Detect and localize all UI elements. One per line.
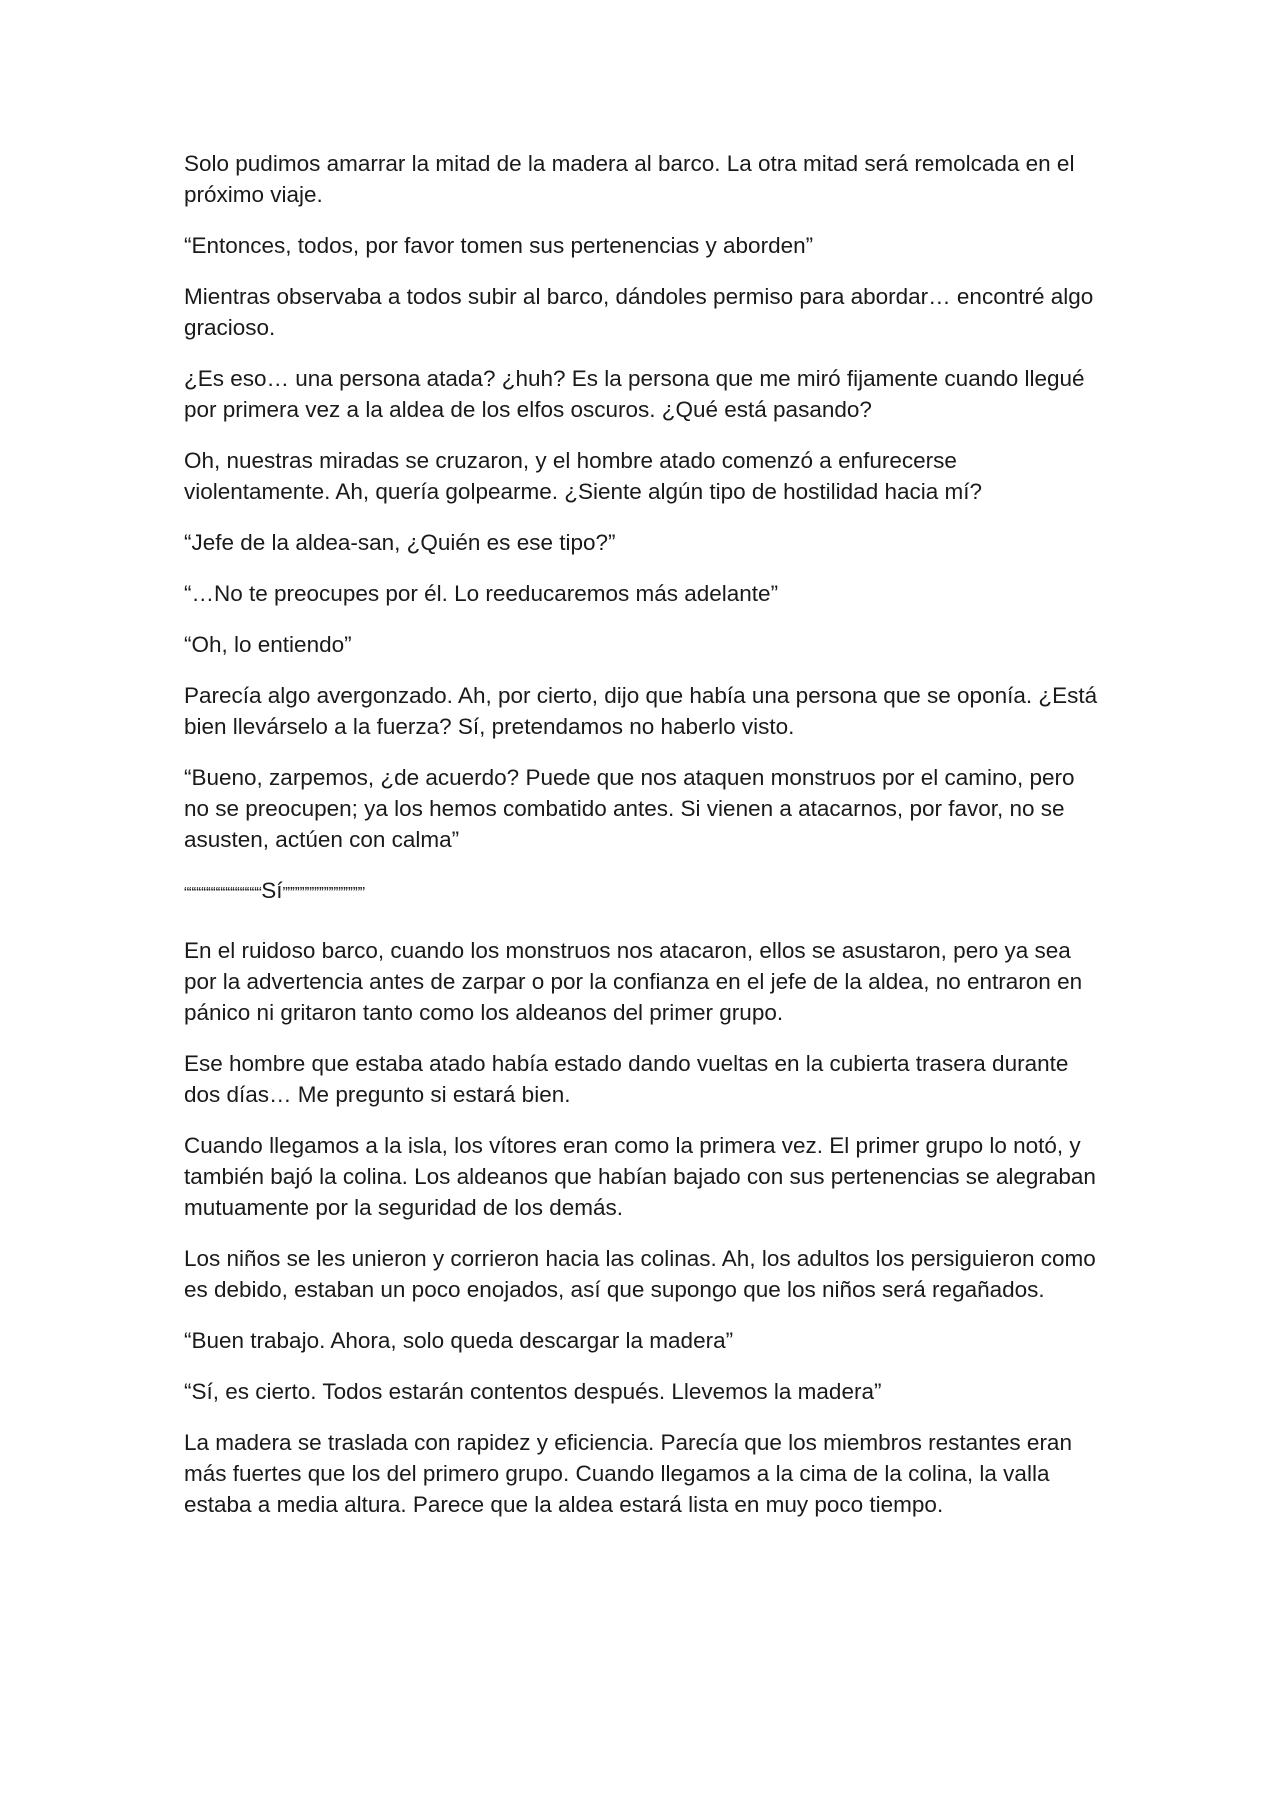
paragraph: Los niños se les unieron y corrieron hacia las colinas. Ah, los adultos los persiguieron como es debido, estaban un poco enojados, así que supongo que los niños será regañados.: [184, 1246, 1096, 1302]
paragraph: “Buen trabajo. Ahora, solo queda descargar la madera”: [184, 1328, 734, 1353]
paragraph: “…No te preocupes por él. Lo reeducaremos más adelante”: [184, 581, 779, 606]
shout-open-quotes: ““““““““““““““““: [184, 885, 262, 902]
document-body: [184, 148, 1104, 1540]
paragraph: “Jefe de la aldea-san, ¿Quién es ese tipo?”: [184, 530, 616, 555]
paragraph: “Entonces, todos, por favor tomen sus pertenencias y aborden”: [184, 233, 814, 258]
shout-line: [184, 875, 1104, 909]
paragraph: Parecía algo avergonzado. Ah, por cierto, dijo que había una persona que se oponía. ¿Está bien llevárselo a la fuerza? Sí, pretendamos no haberlo visto.: [184, 683, 1098, 739]
shout-close-quotes: ”””””””””””””””””: [282, 885, 365, 902]
paragraph: “Oh, lo entiendo”: [184, 632, 352, 657]
paragraph: Cuando llegamos a la isla, los vítores eran como la primera vez. El primer grupo lo notó, y también bajó la colina. Los aldeanos que habían bajado con sus pertenencias se alegraban mutuamente por la seguridad de los demás.: [184, 1133, 1096, 1220]
paragraph: En el ruidoso barco, cuando los monstruos nos atacaron, ellos se asustaron, pero ya sea por la advertencia antes de zarpar o por la confianza en el jefe de la aldea, no entraron en pánico ni gritaron tanto como los aldeanos del primer grupo.: [184, 938, 1083, 1025]
shout-word: Sí: [261, 878, 283, 903]
paragraph: Solo pudimos amarrar la mitad de la madera al barco. La otra mitad será remolcada en el próximo viaje.: [184, 151, 1075, 207]
paragraph: Oh, nuestras miradas se cruzaron, y el hombre atado comenzó a enfurecerse violentamente. Ah, quería golpearme. ¿Siente algún tipo de hostilidad hacia mí?: [184, 448, 983, 504]
paragraph: ¿Es eso… una persona atada? ¿huh? Es la persona que me miró fijamente cuando llegué por primera vez a la aldea de los elfos oscuros. ¿Qué está pasando?: [184, 366, 1085, 422]
paragraph: Ese hombre que estaba atado había estado dando vueltas en la cubierta trasera durante dos días… Me pregunto si estará bien.: [184, 1051, 1069, 1107]
paragraph: “Bueno, zarpemos, ¿de acuerdo? Puede que nos ataquen monstruos por el camino, pero no se preocupen; ya los hemos combatido antes. Si vienen a atacarnos, por favor, no se asusten, actúen con calma”: [184, 765, 1075, 852]
paragraph: Mientras observaba a todos subir al barco, dándoles permiso para abordar… encontré algo gracioso.: [184, 284, 1094, 340]
paragraph: La madera se traslada con rapidez y eficiencia. Parecía que los miembros restantes eran más fuertes que los del primero grupo. Cuando llegamos a la cima de la colina, la valla estaba a media altura. Parece que la aldea estará lista en muy poco tiempo.: [184, 1430, 1072, 1517]
paragraph: “Sí, es cierto. Todos estarán contentos después. Llevemos la madera”: [184, 1379, 882, 1404]
